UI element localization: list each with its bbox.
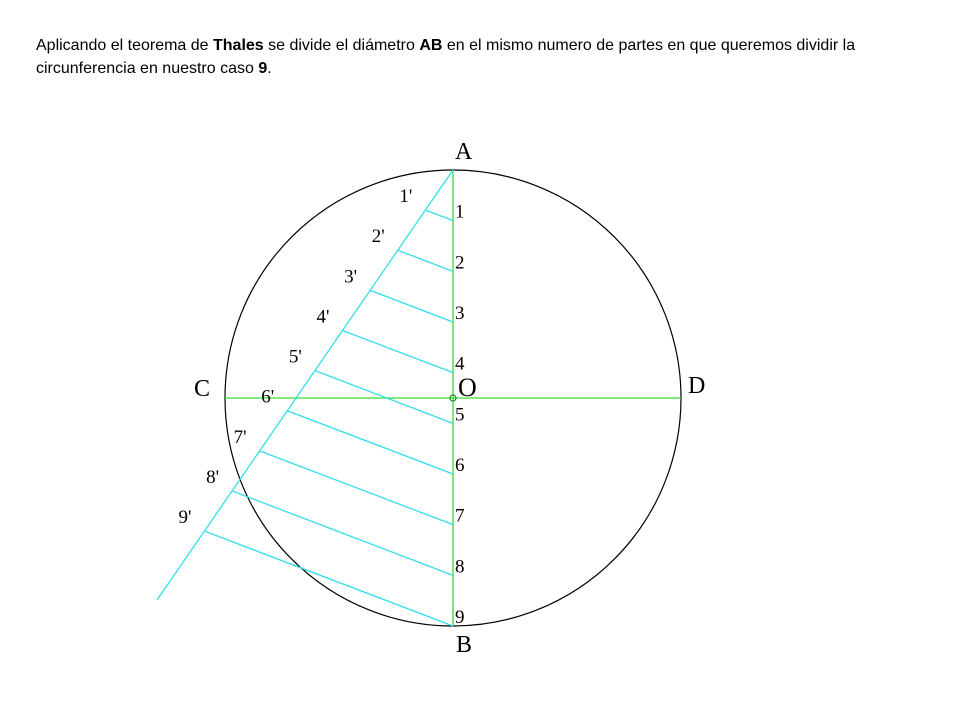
division-label-9: 9	[455, 607, 465, 628]
caption-part: Aplicando el teorema de	[36, 37, 213, 54]
parallel-line-6	[287, 411, 453, 474]
caption-part: .	[267, 60, 272, 77]
point-label-a: A	[455, 139, 473, 165]
point-label-c: C	[194, 376, 211, 402]
division-label-7: 7	[455, 505, 465, 527]
point-label-b: B	[456, 632, 473, 658]
ray-label-7: 7'	[233, 426, 247, 448]
parallel-line-1	[425, 210, 453, 221]
ray-label-4: 4'	[316, 306, 330, 328]
caption-part: en el mismo numero de partes en que queremos dividir la circunferencia en nuestro caso	[36, 37, 856, 77]
ray-label-1: 1'	[399, 186, 413, 208]
ray-label-9: 9'	[178, 507, 192, 529]
ray-label-6: 6'	[261, 386, 275, 408]
parallel-line-5	[315, 371, 453, 424]
parallel-line-9	[204, 531, 453, 626]
division-label-1: 1	[455, 201, 465, 223]
parallel-line-3	[370, 290, 453, 322]
caption-bold-nine: 9	[258, 60, 268, 77]
division-label-8: 8	[455, 556, 465, 578]
parallel-line-8	[232, 491, 453, 575]
caption-part: se divide el diámetro	[263, 37, 420, 54]
point-label-d: D	[688, 373, 706, 399]
ray-label-8: 8'	[206, 466, 220, 488]
caption-bold-thales: Thales	[213, 37, 264, 54]
parallel-line-2	[398, 250, 453, 271]
division-label-6: 6	[455, 455, 465, 476]
parallel-line-4	[343, 330, 453, 372]
ray-label-3: 3'	[344, 266, 358, 288]
division-label-5: 5	[455, 404, 465, 426]
ray-label-2: 2'	[371, 226, 385, 248]
ray-label-5: 5'	[288, 346, 302, 368]
division-label-2: 2	[455, 252, 465, 274]
caption-bold-ab: AB	[419, 37, 443, 54]
division-label-4: 4	[455, 353, 465, 375]
point-label-o: O	[458, 373, 477, 402]
parallel-line-7	[260, 451, 453, 525]
division-label-3: 3	[455, 303, 465, 324]
